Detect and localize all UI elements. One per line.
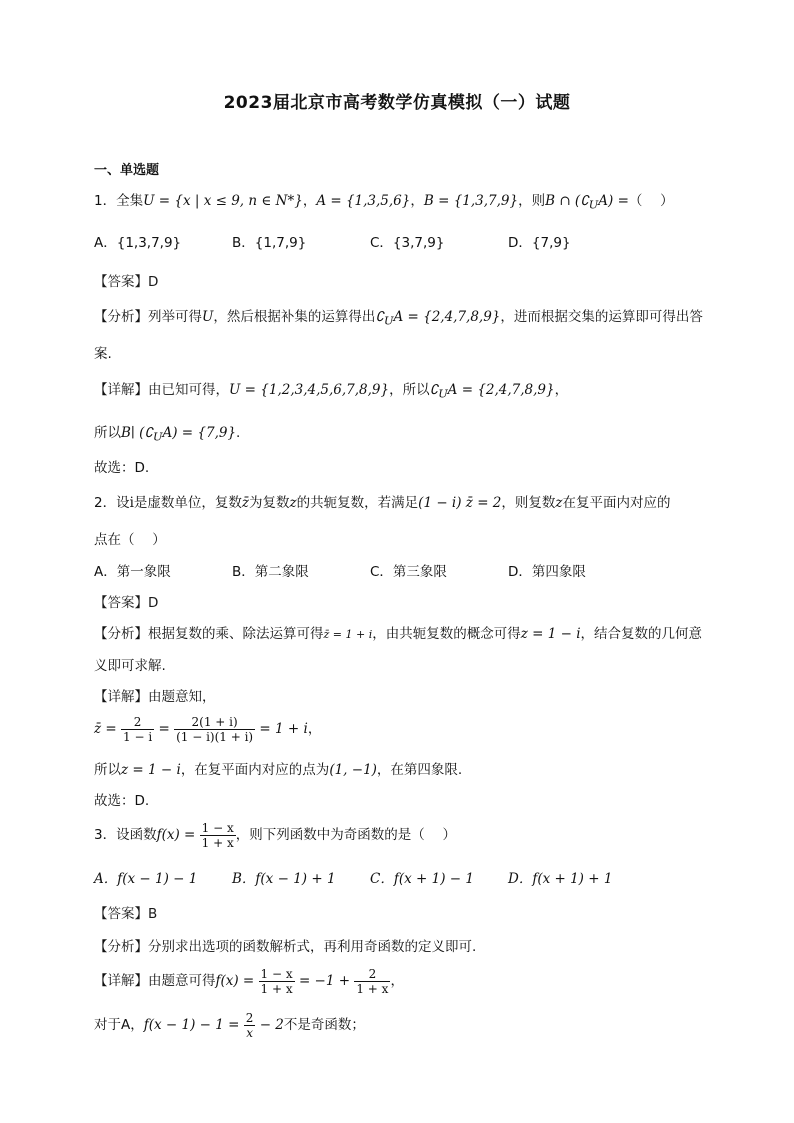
q2-detail-eq: = xyxy=(158,721,170,737)
q2-analysis-eq2: z = 1 − i xyxy=(520,626,581,642)
q2-stem-z2: z xyxy=(555,495,563,511)
q1-detail-set-sub: U xyxy=(438,387,448,401)
q1-analysis-set-b: A = {2,4,7,8,9} xyxy=(393,309,501,325)
q1-conclusion: 故选：D. xyxy=(94,460,150,476)
q2-answer: 【答案】D xyxy=(94,595,159,611)
q3-option-d[interactable]: D．f(x + 1) + 1 xyxy=(508,871,613,887)
q1-sep2: ， xyxy=(410,193,424,209)
q1-detail-2 xyxy=(94,422,714,449)
q2-stem-eq: (1 − i) z̄ = 2 xyxy=(418,495,502,511)
q1-detail-result-b: A) = {7,9} xyxy=(162,425,237,441)
q3-stem-b: ，则下列函数中为奇函数的是（ ） xyxy=(235,827,457,843)
q3-detail-frac-2-den: 1 + x xyxy=(356,981,389,996)
q2-detail-frac-1 xyxy=(121,715,154,744)
q1-analysis-u: U xyxy=(202,309,214,325)
q3-answer: 【答案】B xyxy=(94,906,158,922)
q1-expr-b: A) = xyxy=(598,193,629,209)
q1-set-u: U = {x | x ≤ 9, n ∈ N*} xyxy=(143,193,303,209)
q1-answer: 【答案】D xyxy=(94,274,159,290)
q1-analysis-set-sub: U xyxy=(383,314,394,328)
q2-option-c[interactable]: C．第三象限 xyxy=(370,564,447,580)
q2-option-d[interactable]: D．第四象限 xyxy=(508,564,586,580)
q1-stem xyxy=(94,190,714,217)
q3-detail-c: 不是奇函数； xyxy=(283,1017,365,1033)
q3-stem-frac-den: 1 + x xyxy=(201,835,234,850)
q1-detail-c: ， xyxy=(554,382,569,398)
q2-option-a[interactable]: A．第一象限 xyxy=(94,564,171,580)
q1-analysis-b: ，然后根据补集的运算得出 xyxy=(213,309,376,325)
q1-detail xyxy=(94,379,714,406)
q3-detail-frac-2 xyxy=(354,967,390,996)
q3-option-c[interactable]: C．f(x + 1) − 1 xyxy=(370,871,474,887)
q3-option-b[interactable]: B．f(x − 1) + 1 xyxy=(232,871,336,887)
page-title: 2023届北京市高考数学仿真模拟（一）试题 xyxy=(223,93,571,113)
q2-analysis xyxy=(94,623,714,646)
q2-stem-f: 在复平面内对应的 xyxy=(562,495,671,511)
q3-detail-f: f(x) = xyxy=(215,973,255,989)
q2-detail: 【详解】由题意知， xyxy=(94,689,216,705)
q3-detail-expr: f(x − 1) − 1 = xyxy=(143,1017,240,1033)
q3-option-a[interactable]: A．f(x − 1) − 1 xyxy=(94,871,198,887)
q1-expr-sub: U xyxy=(588,198,599,212)
q3-stem-f: f(x) = xyxy=(156,827,196,843)
q2-conclusion: 故选：D. xyxy=(94,793,150,809)
q2-frac-2-num: 2(1 + i) xyxy=(174,715,255,730)
q3-detail-frac-1 xyxy=(259,967,295,996)
q1-then: ，则 xyxy=(518,193,546,209)
section-heading: 一、单选题 xyxy=(94,163,160,178)
q1-analysis-cont: 案. xyxy=(94,346,112,362)
q3-detail xyxy=(94,964,714,998)
q1-analysis-set-a: ∁ xyxy=(375,309,384,325)
q3-detail-frac-3-num: 2 xyxy=(245,1010,254,1025)
q1-option-b[interactable]: B．{1,7,9} xyxy=(232,235,307,251)
q2-stem xyxy=(94,492,714,514)
q2-analysis-cont: 义即可求解. xyxy=(94,658,166,674)
q2-detail-zbar: z̄ = xyxy=(94,721,117,737)
q1-blank: （ ） xyxy=(628,193,674,209)
q3-detail-2 xyxy=(94,1008,714,1042)
q1-detail-result-sub: U xyxy=(153,430,163,444)
q1-set-b: B = {1,3,7,9} xyxy=(423,193,519,209)
q1-set-a: A = {1,3,5,6} xyxy=(316,193,411,209)
q3-detail-frac-1-den: 1 + x xyxy=(260,981,293,996)
q2-stem-i: i xyxy=(129,495,134,511)
q2-analysis-c: ，结合复数的几何意 xyxy=(580,626,703,642)
q1-detail-set xyxy=(429,382,555,401)
q1-detail-set-a: ∁ xyxy=(429,382,439,398)
q2-detail-c: ，在第四象限. xyxy=(376,762,463,778)
q3-stem xyxy=(94,818,714,852)
q3-detail-frac-3-den: x xyxy=(246,1025,253,1040)
q1-expr-a: B ∩ (∁ xyxy=(545,193,589,209)
q3-detail-frac-3 xyxy=(244,1011,256,1040)
q2-detail-result: = 1 + i xyxy=(259,721,308,737)
q2-stem-d: 的共轭复数，若满足 xyxy=(296,495,419,511)
q3-detail-b: 对于A， xyxy=(94,1017,144,1033)
q1-detail-result xyxy=(121,425,237,444)
q3-stem-a: 3．设函数 xyxy=(94,827,157,843)
q2-frac-2-den: (1 − i)(1 + i) xyxy=(176,729,254,744)
q2-detail-point: (1, −1) xyxy=(329,762,377,778)
q2-analysis-a: 【分析】根据复数的乘、除法运算可得 xyxy=(94,626,324,642)
q1-option-c[interactable]: C．{3,7,9} xyxy=(370,235,445,251)
q1-analysis-c: ，进而根据交集的运算即可得出答 xyxy=(500,309,703,325)
q1-detail-a: 【详解】由已知可得， xyxy=(94,382,229,398)
q3-detail-frac-1-num: 1 − x xyxy=(260,966,293,981)
q3-detail-end: ， xyxy=(390,973,404,989)
q2-analysis-b: ，由共轭复数的概念可得 xyxy=(372,626,521,642)
q1-detail-b: ，所以 xyxy=(389,382,430,398)
q2-stem-c: 为复数 xyxy=(249,495,290,511)
q3-stem-frac-num: 1 − x xyxy=(201,820,234,835)
q2-detail-formula xyxy=(94,714,714,744)
q2-detail-comma: ， xyxy=(307,721,322,737)
q2-detail-2 xyxy=(94,759,714,781)
q1-option-a[interactable]: A．{1,3,7,9} xyxy=(94,235,182,251)
q1-expr xyxy=(545,193,629,212)
q1-detail-d: 所以 xyxy=(94,425,121,441)
q3-detail-expr-tail: − 2 xyxy=(259,1017,284,1033)
q3-detail-mid: = −1 + xyxy=(298,973,351,989)
q1-detail-result-a: B∣ (∁ xyxy=(121,425,153,441)
q3-stem-frac xyxy=(200,821,236,850)
q2-stem-a: 2．设 xyxy=(94,495,130,511)
q3-detail-frac-2-num: 2 xyxy=(354,967,390,982)
q2-stem-zbar: z̄ xyxy=(241,495,250,511)
q1-analysis xyxy=(94,306,714,333)
q1-detail-u: U = {1,2,3,4,5,6,7,8,9} xyxy=(229,382,390,398)
q2-stem-z: z xyxy=(289,495,297,511)
q2-detail-frac-2 xyxy=(174,715,255,744)
q1-analysis-set xyxy=(375,309,501,328)
q2-detail-z: z = 1 − i xyxy=(121,762,181,778)
q1-detail-set-b: A = {2,4,7,8,9} xyxy=(447,382,555,398)
q3-analysis: 【分析】分别求出选项的函数解析式，再利用奇函数的定义即可. xyxy=(94,939,477,955)
q2-stem-b: 是虚数单位，复数 xyxy=(133,495,242,511)
q2-option-b[interactable]: B．第二象限 xyxy=(232,564,309,580)
q1-option-d[interactable]: D．{7,9} xyxy=(508,235,571,251)
q1-detail-e: . xyxy=(236,425,241,441)
q2-frac-1-den: 1 − i xyxy=(123,729,153,744)
q2-analysis-eq1: z̄ = 1 + i xyxy=(323,628,373,641)
q2-stem-cont: 点在（ ） xyxy=(94,532,166,548)
q3-detail-a: 【详解】由题意可得 xyxy=(94,973,216,989)
q1-stem-text: 1．全集 xyxy=(94,193,144,209)
q2-stem-e: ，则复数 xyxy=(501,495,556,511)
q1-analysis-a: 【分析】列举可得 xyxy=(94,309,202,325)
q2-frac-1-num: 2 xyxy=(121,715,154,730)
q2-detail-b: ，在复平面内对应的点为 xyxy=(180,762,330,778)
q1-sep: ， xyxy=(302,193,317,209)
q2-detail-a: 所以 xyxy=(94,762,121,778)
